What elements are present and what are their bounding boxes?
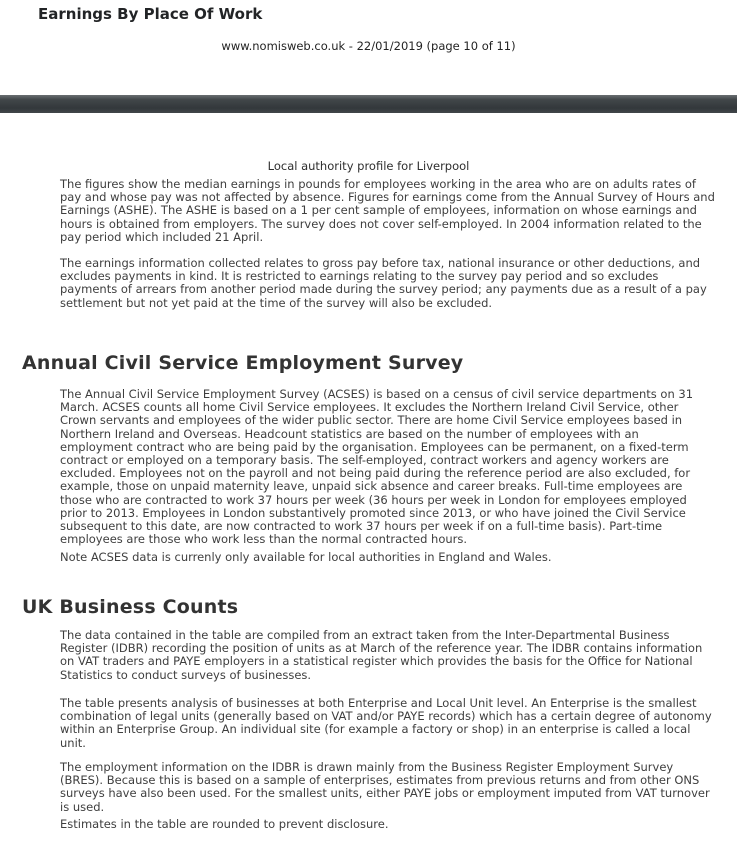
acses-paragraph-1: The Annual Civil Service Employment Survey (ACSES) is based on a census of civil service departments on 31 March. ACSES counts all home Civil Service employees. It excludes the Northern Ireland Civil Service, other Crown servants and employees of the wider public sector. There are home Civil Service employees based in Northern Ireland and Overseas. Headcount statistics are based on the number of employees with an employment contract who are being paid by the organisation. Employees can be permanent, on a fixed-term contract or employed on a temporary basis. The self-employed, contract workers and agency workers are excluded. Employees not on the payroll and not being paid during the reference period are also excluded, for example, those on unpaid maternity leave, unpaid sick absence and career breaks. Full-time employees are those who are contracted to work 37 hours per week (36 hours per week in London for employees employed prior to 2013. Employees in London substantively promoted since 2013, or who have joined the Civil Service subsequent to this date, are now contracted to work 37 hours per week if on a full-time basis). Part-time employees are those who work less than the normal contracted hours. <box>60 387 694 547</box>
ukbc-paragraph-3: The employment information on the IDBR is drawn mainly from the Business Register Employment Survey (BRES). Because this is based on a sample of enterprises, estimates from previous returns and from other ONS surveys have also been used. For the smallest units, either PAYE jobs or employment imputed from VAT turnover is used. <box>60 760 710 814</box>
ukbc-paragraph-4: Estimates in the table are rounded to prevent disclosure. <box>60 817 389 831</box>
ukbc-paragraph-2: The table presents analysis of businesses at both Enterprise and Local Unit level. An Enterprise is the smallest combination of legal units (generally based on VAT and/or PAYE records) which has a certain degree of autonomy within an Enterprise Group. An individual site (for example a factory or shop) in an enterprise is called a local unit. <box>60 696 712 750</box>
print-meta-line: www.nomisweb.co.uk - 22/01/2019 (page 10 of 11) <box>221 39 516 53</box>
earnings-paragraph-1: The figures show the median earnings in pounds for employees working in the area who are on adults rates of pay and whose pay was not affected by absence. Figures for earnings come from the Annual Survey of Hours and Earnings (ASHE). The ASHE is based on a 1 per cent sample of employees, information on whose earnings and hours is obtained from employers. The survey does not cover self-employed. In 2004 information related to the pay period which included 21 April. <box>60 177 715 244</box>
profile-caption: Local authority profile for Liverpool <box>267 159 470 173</box>
dark-divider-bar <box>0 95 737 113</box>
earnings-paragraph-2: The earnings information collected relates to gross pay before tax, national insurance or other deductions, and excludes payments in kind. It is restricted to earnings relating to the survey pay period and so excludes payments of arrears from another period made during the survey period; any payments due as a result of a pay settlement but not yet paid at the time of the survey will also be excluded. <box>60 256 707 310</box>
acses-note: Note ACSES data is currenly only available for local authorities in England and Wales. <box>60 550 552 564</box>
section-heading-uk-business-counts: UK Business Counts <box>22 596 239 618</box>
page-title: Earnings By Place Of Work <box>38 5 263 23</box>
ukbc-paragraph-1: The data contained in the table are compiled from an extract taken from the Inter-Departmental Business Register (IDBR) recording the position of units as at March of the reference year. The IDBR contains information on VAT traders and PAYE employers in a statistical register which provides the basis for the Office for National Statistics to conduct surveys of businesses. <box>60 628 703 682</box>
section-heading-acses: Annual Civil Service Employment Survey <box>22 352 464 374</box>
